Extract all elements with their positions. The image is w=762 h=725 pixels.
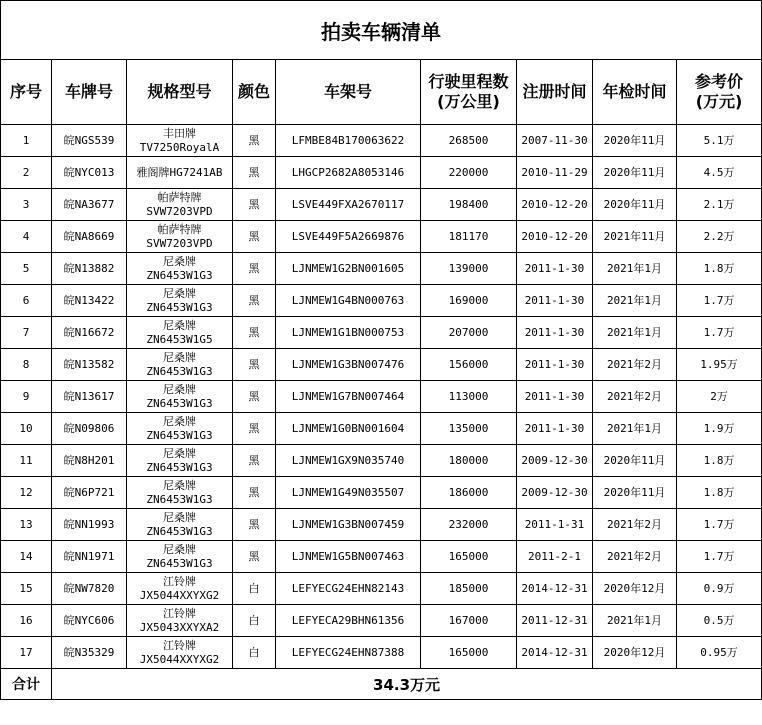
cell-model-code: ZN6453W1G3 bbox=[146, 556, 213, 570]
cell-inspect: 2021年2月 bbox=[593, 349, 677, 381]
cell-seq: 7 bbox=[1, 317, 52, 349]
cell-model bbox=[127, 413, 233, 445]
cell-model-brand: 帕萨特牌 bbox=[157, 190, 202, 204]
cell-inspect: 2020年11月 bbox=[593, 125, 677, 157]
cell-vin: LJNMEW1G5BN007463 bbox=[276, 541, 421, 573]
cell-model bbox=[127, 381, 233, 413]
header-mileage-line1: 行驶里程数 bbox=[428, 72, 509, 91]
cell-model bbox=[127, 285, 233, 317]
header-inspect: 年检时间 bbox=[593, 60, 677, 125]
header-mileage-line2: (万公里) bbox=[437, 92, 500, 111]
table-row bbox=[1, 125, 762, 157]
cell-vin: LSVE449FXA2670117 bbox=[276, 189, 421, 221]
cell-model-code: SVW7203VPD bbox=[146, 204, 213, 218]
header-plate: 车牌号 bbox=[52, 60, 127, 125]
cell-model-brand: 江铃牌 bbox=[163, 574, 196, 588]
cell-model-code: ZN6453W1G3 bbox=[146, 396, 213, 410]
table-row bbox=[1, 637, 762, 669]
cell-inspect: 2020年11月 bbox=[593, 189, 677, 221]
cell-model-brand: 丰田牌 bbox=[163, 126, 196, 140]
cell-model-brand: 尼桑牌 bbox=[163, 286, 196, 300]
cell-model-code: JX5044XXYXG2 bbox=[139, 588, 220, 602]
cell-mileage: 167000 bbox=[421, 605, 517, 637]
cell-mileage: 185000 bbox=[421, 573, 517, 605]
cell-reg-date: 2010-12-20 bbox=[517, 221, 593, 253]
cell-color: 黑 bbox=[233, 317, 276, 349]
cell-vin: LJNMEW1G0BN001604 bbox=[276, 413, 421, 445]
cell-model bbox=[127, 541, 233, 573]
cell-model-brand: 尼桑牌 bbox=[163, 446, 196, 460]
header-price-line2: (万元) bbox=[695, 92, 743, 111]
cell-vin: LJNMEW1G7BN007464 bbox=[276, 381, 421, 413]
cell-plate: 皖N13422 bbox=[52, 285, 127, 317]
header-vin: 车架号 bbox=[276, 60, 421, 125]
cell-price: 2.1万 bbox=[677, 189, 762, 221]
cell-model bbox=[127, 349, 233, 381]
cell-color: 黑 bbox=[233, 349, 276, 381]
table-row bbox=[1, 381, 762, 413]
cell-model-code: TV7250RoyalA bbox=[139, 140, 220, 154]
cell-mileage: 198400 bbox=[421, 189, 517, 221]
cell-seq: 8 bbox=[1, 349, 52, 381]
header-mileage bbox=[421, 60, 517, 125]
cell-vin: LEFYECG24EHN87388 bbox=[276, 637, 421, 669]
cell-price: 1.7万 bbox=[677, 285, 762, 317]
cell-plate: 皖N13617 bbox=[52, 381, 127, 413]
cell-inspect: 2020年12月 bbox=[593, 573, 677, 605]
cell-reg-date: 2010-12-20 bbox=[517, 189, 593, 221]
cell-inspect: 2021年2月 bbox=[593, 541, 677, 573]
table-row bbox=[1, 349, 762, 381]
cell-model-brand: 江铃牌 bbox=[163, 606, 196, 620]
cell-price: 5.1万 bbox=[677, 125, 762, 157]
cell-model bbox=[127, 253, 233, 285]
cell-seq: 16 bbox=[1, 605, 52, 637]
cell-color: 黑 bbox=[233, 189, 276, 221]
cell-color: 黑 bbox=[233, 541, 276, 573]
cell-model-brand: 尼桑牌 bbox=[163, 382, 196, 396]
cell-reg-date: 2009-12-30 bbox=[517, 477, 593, 509]
cell-plate: 皖N13582 bbox=[52, 349, 127, 381]
cell-model-code: ZN6453W1G5 bbox=[146, 332, 213, 346]
cell-price: 1.8万 bbox=[677, 477, 762, 509]
cell-vin: LJNMEW1G3BN007459 bbox=[276, 509, 421, 541]
title-row bbox=[1, 1, 762, 60]
cell-model-brand: 尼桑牌 bbox=[163, 478, 196, 492]
cell-price: 0.9万 bbox=[677, 573, 762, 605]
cell-model-code: 雅阁牌HG7241AB bbox=[136, 165, 223, 179]
cell-plate: 皖NYC013 bbox=[52, 157, 127, 189]
cell-model-code: ZN6453W1G3 bbox=[146, 268, 213, 282]
cell-price: 1.7万 bbox=[677, 541, 762, 573]
cell-plate: 皖N09806 bbox=[52, 413, 127, 445]
cell-color: 黑 bbox=[233, 445, 276, 477]
cell-seq: 1 bbox=[1, 125, 52, 157]
cell-plate: 皖NGS539 bbox=[52, 125, 127, 157]
cell-vin: LJNMEW1G49N035507 bbox=[276, 477, 421, 509]
cell-mileage: 220000 bbox=[421, 157, 517, 189]
table-row bbox=[1, 317, 762, 349]
cell-model-code: ZN6453W1G3 bbox=[146, 364, 213, 378]
cell-mileage: 135000 bbox=[421, 413, 517, 445]
cell-model bbox=[127, 157, 233, 189]
cell-mileage: 232000 bbox=[421, 509, 517, 541]
cell-seq: 14 bbox=[1, 541, 52, 573]
cell-plate: 皖NA8669 bbox=[52, 221, 127, 253]
cell-seq: 13 bbox=[1, 509, 52, 541]
cell-reg-date: 2011-12-31 bbox=[517, 605, 593, 637]
cell-seq: 12 bbox=[1, 477, 52, 509]
cell-seq: 4 bbox=[1, 221, 52, 253]
cell-price: 0.5万 bbox=[677, 605, 762, 637]
cell-color: 黑 bbox=[233, 221, 276, 253]
cell-price: 1.8万 bbox=[677, 253, 762, 285]
cell-plate: 皖N8H201 bbox=[52, 445, 127, 477]
cell-model bbox=[127, 637, 233, 669]
cell-plate: 皖NYC606 bbox=[52, 605, 127, 637]
cell-seq: 11 bbox=[1, 445, 52, 477]
header-price-line1: 参考价 bbox=[695, 72, 744, 91]
cell-color: 黑 bbox=[233, 381, 276, 413]
cell-price: 2.2万 bbox=[677, 221, 762, 253]
cell-reg-date: 2011-1-30 bbox=[517, 349, 593, 381]
cell-model bbox=[127, 445, 233, 477]
cell-vin: LJNMEW1GX9N035740 bbox=[276, 445, 421, 477]
cell-plate: 皖N35329 bbox=[52, 637, 127, 669]
cell-price: 1.7万 bbox=[677, 317, 762, 349]
cell-vin: LEFYECA29BHN61356 bbox=[276, 605, 421, 637]
cell-model-code: ZN6453W1G3 bbox=[146, 524, 213, 538]
cell-model bbox=[127, 573, 233, 605]
total-label: 合计 bbox=[1, 669, 52, 700]
cell-model-code: ZN6453W1G3 bbox=[146, 300, 213, 314]
header-color: 颜色 bbox=[233, 60, 276, 125]
table-row bbox=[1, 189, 762, 221]
cell-model-brand: 尼桑牌 bbox=[163, 510, 196, 524]
cell-mileage: 268500 bbox=[421, 125, 517, 157]
cell-model bbox=[127, 189, 233, 221]
cell-color: 黑 bbox=[233, 253, 276, 285]
cell-inspect: 2020年11月 bbox=[593, 445, 677, 477]
header-row bbox=[1, 60, 762, 125]
table-row bbox=[1, 413, 762, 445]
cell-color: 白 bbox=[233, 637, 276, 669]
cell-color: 白 bbox=[233, 605, 276, 637]
cell-plate: 皖NW7820 bbox=[52, 573, 127, 605]
cell-plate: 皖NN1993 bbox=[52, 509, 127, 541]
cell-inspect: 2021年1月 bbox=[593, 285, 677, 317]
cell-inspect: 2021年1月 bbox=[593, 413, 677, 445]
cell-model-code: JX5044XXYXG2 bbox=[139, 652, 220, 666]
sheet-title: 拍卖车辆清单 bbox=[1, 1, 762, 60]
cell-price: 2万 bbox=[677, 381, 762, 413]
cell-inspect: 2020年11月 bbox=[593, 157, 677, 189]
table-row bbox=[1, 157, 762, 189]
cell-model-brand: 尼桑牌 bbox=[163, 542, 196, 556]
cell-inspect: 2021年1月 bbox=[593, 317, 677, 349]
cell-model-brand: 尼桑牌 bbox=[163, 254, 196, 268]
cell-price: 1.8万 bbox=[677, 445, 762, 477]
cell-plate: 皖NN1971 bbox=[52, 541, 127, 573]
cell-vin: LSVE449F5A2669876 bbox=[276, 221, 421, 253]
cell-seq: 9 bbox=[1, 381, 52, 413]
cell-vin: LJNMEW1G2BN001605 bbox=[276, 253, 421, 285]
table-row bbox=[1, 477, 762, 509]
cell-plate: 皖N13882 bbox=[52, 253, 127, 285]
cell-mileage: 207000 bbox=[421, 317, 517, 349]
cell-mileage: 113000 bbox=[421, 381, 517, 413]
cell-mileage: 186000 bbox=[421, 477, 517, 509]
cell-mileage: 180000 bbox=[421, 445, 517, 477]
cell-price: 4.5万 bbox=[677, 157, 762, 189]
table-row bbox=[1, 445, 762, 477]
cell-reg-date: 2010-11-29 bbox=[517, 157, 593, 189]
cell-seq: 2 bbox=[1, 157, 52, 189]
cell-reg-date: 2011-1-30 bbox=[517, 381, 593, 413]
table-row bbox=[1, 253, 762, 285]
cell-model-code: JX5043XXYXA2 bbox=[139, 620, 220, 634]
cell-inspect: 2021年1月 bbox=[593, 605, 677, 637]
total-row bbox=[1, 669, 762, 700]
cell-vin: LJNMEW1G1BN000753 bbox=[276, 317, 421, 349]
total-value: 34.3万元 bbox=[52, 669, 762, 700]
cell-model-brand: 帕萨特牌 bbox=[157, 222, 202, 236]
cell-mileage: 181170 bbox=[421, 221, 517, 253]
table-row bbox=[1, 509, 762, 541]
table-row bbox=[1, 221, 762, 253]
cell-color: 黑 bbox=[233, 477, 276, 509]
cell-seq: 6 bbox=[1, 285, 52, 317]
header-model: 规格型号 bbox=[127, 60, 233, 125]
cell-reg-date: 2011-1-30 bbox=[517, 413, 593, 445]
cell-reg-date: 2011-1-30 bbox=[517, 253, 593, 285]
cell-model-brand: 尼桑牌 bbox=[163, 350, 196, 364]
cell-model-code: SVW7203VPD bbox=[146, 236, 213, 250]
header-reg-date: 注册时间 bbox=[517, 60, 593, 125]
cell-plate: 皖N6P721 bbox=[52, 477, 127, 509]
cell-mileage: 169000 bbox=[421, 285, 517, 317]
cell-reg-date: 2011-1-31 bbox=[517, 509, 593, 541]
cell-inspect: 2021年2月 bbox=[593, 381, 677, 413]
cell-color: 黑 bbox=[233, 509, 276, 541]
cell-plate: 皖NA3677 bbox=[52, 189, 127, 221]
cell-mileage: 165000 bbox=[421, 637, 517, 669]
cell-model bbox=[127, 509, 233, 541]
cell-model-brand: 尼桑牌 bbox=[163, 414, 196, 428]
cell-model bbox=[127, 221, 233, 253]
cell-price: 1.9万 bbox=[677, 413, 762, 445]
cell-seq: 15 bbox=[1, 573, 52, 605]
cell-reg-date: 2014-12-31 bbox=[517, 637, 593, 669]
cell-model bbox=[127, 477, 233, 509]
cell-model bbox=[127, 125, 233, 157]
cell-vin: LHGCP2682A8053146 bbox=[276, 157, 421, 189]
table-row bbox=[1, 285, 762, 317]
cell-model-code: ZN6453W1G3 bbox=[146, 428, 213, 442]
header-seq: 序号 bbox=[1, 60, 52, 125]
cell-color: 黑 bbox=[233, 413, 276, 445]
table-row bbox=[1, 573, 762, 605]
cell-price: 0.95万 bbox=[677, 637, 762, 669]
cell-vin: LJNMEW1G3BN007476 bbox=[276, 349, 421, 381]
cell-color: 白 bbox=[233, 573, 276, 605]
cell-color: 黑 bbox=[233, 157, 276, 189]
cell-model-brand: 尼桑牌 bbox=[163, 318, 196, 332]
cell-plate: 皖N16672 bbox=[52, 317, 127, 349]
header-price bbox=[677, 60, 762, 125]
cell-inspect: 2020年11月 bbox=[593, 477, 677, 509]
cell-mileage: 165000 bbox=[421, 541, 517, 573]
cell-reg-date: 2009-12-30 bbox=[517, 445, 593, 477]
cell-mileage: 156000 bbox=[421, 349, 517, 381]
cell-model bbox=[127, 605, 233, 637]
cell-model-brand: 江铃牌 bbox=[163, 638, 196, 652]
cell-inspect: 2020年12月 bbox=[593, 637, 677, 669]
cell-inspect: 2021年1月 bbox=[593, 253, 677, 285]
cell-vin: LFMBE84B170063622 bbox=[276, 125, 421, 157]
cell-model-code: ZN6453W1G3 bbox=[146, 460, 213, 474]
cell-seq: 3 bbox=[1, 189, 52, 221]
table-row bbox=[1, 605, 762, 637]
table-row bbox=[1, 541, 762, 573]
cell-reg-date: 2014-12-31 bbox=[517, 573, 593, 605]
cell-seq: 5 bbox=[1, 253, 52, 285]
cell-price: 1.7万 bbox=[677, 509, 762, 541]
cell-reg-date: 2011-1-30 bbox=[517, 317, 593, 349]
cell-reg-date: 2011-1-30 bbox=[517, 285, 593, 317]
cell-mileage: 139000 bbox=[421, 253, 517, 285]
cell-vin: LJNMEW1G4BN000763 bbox=[276, 285, 421, 317]
cell-reg-date: 2011-2-1 bbox=[517, 541, 593, 573]
cell-seq: 10 bbox=[1, 413, 52, 445]
cell-model bbox=[127, 317, 233, 349]
cell-color: 黑 bbox=[233, 285, 276, 317]
cell-model-code: ZN6453W1G3 bbox=[146, 492, 213, 506]
cell-seq: 17 bbox=[1, 637, 52, 669]
cell-reg-date: 2007-11-30 bbox=[517, 125, 593, 157]
cell-inspect: 2021年2月 bbox=[593, 509, 677, 541]
cell-color: 黑 bbox=[233, 125, 276, 157]
cell-price: 1.95万 bbox=[677, 349, 762, 381]
cell-inspect: 2021年11月 bbox=[593, 221, 677, 253]
cell-vin: LEFYECG24EHN82143 bbox=[276, 573, 421, 605]
